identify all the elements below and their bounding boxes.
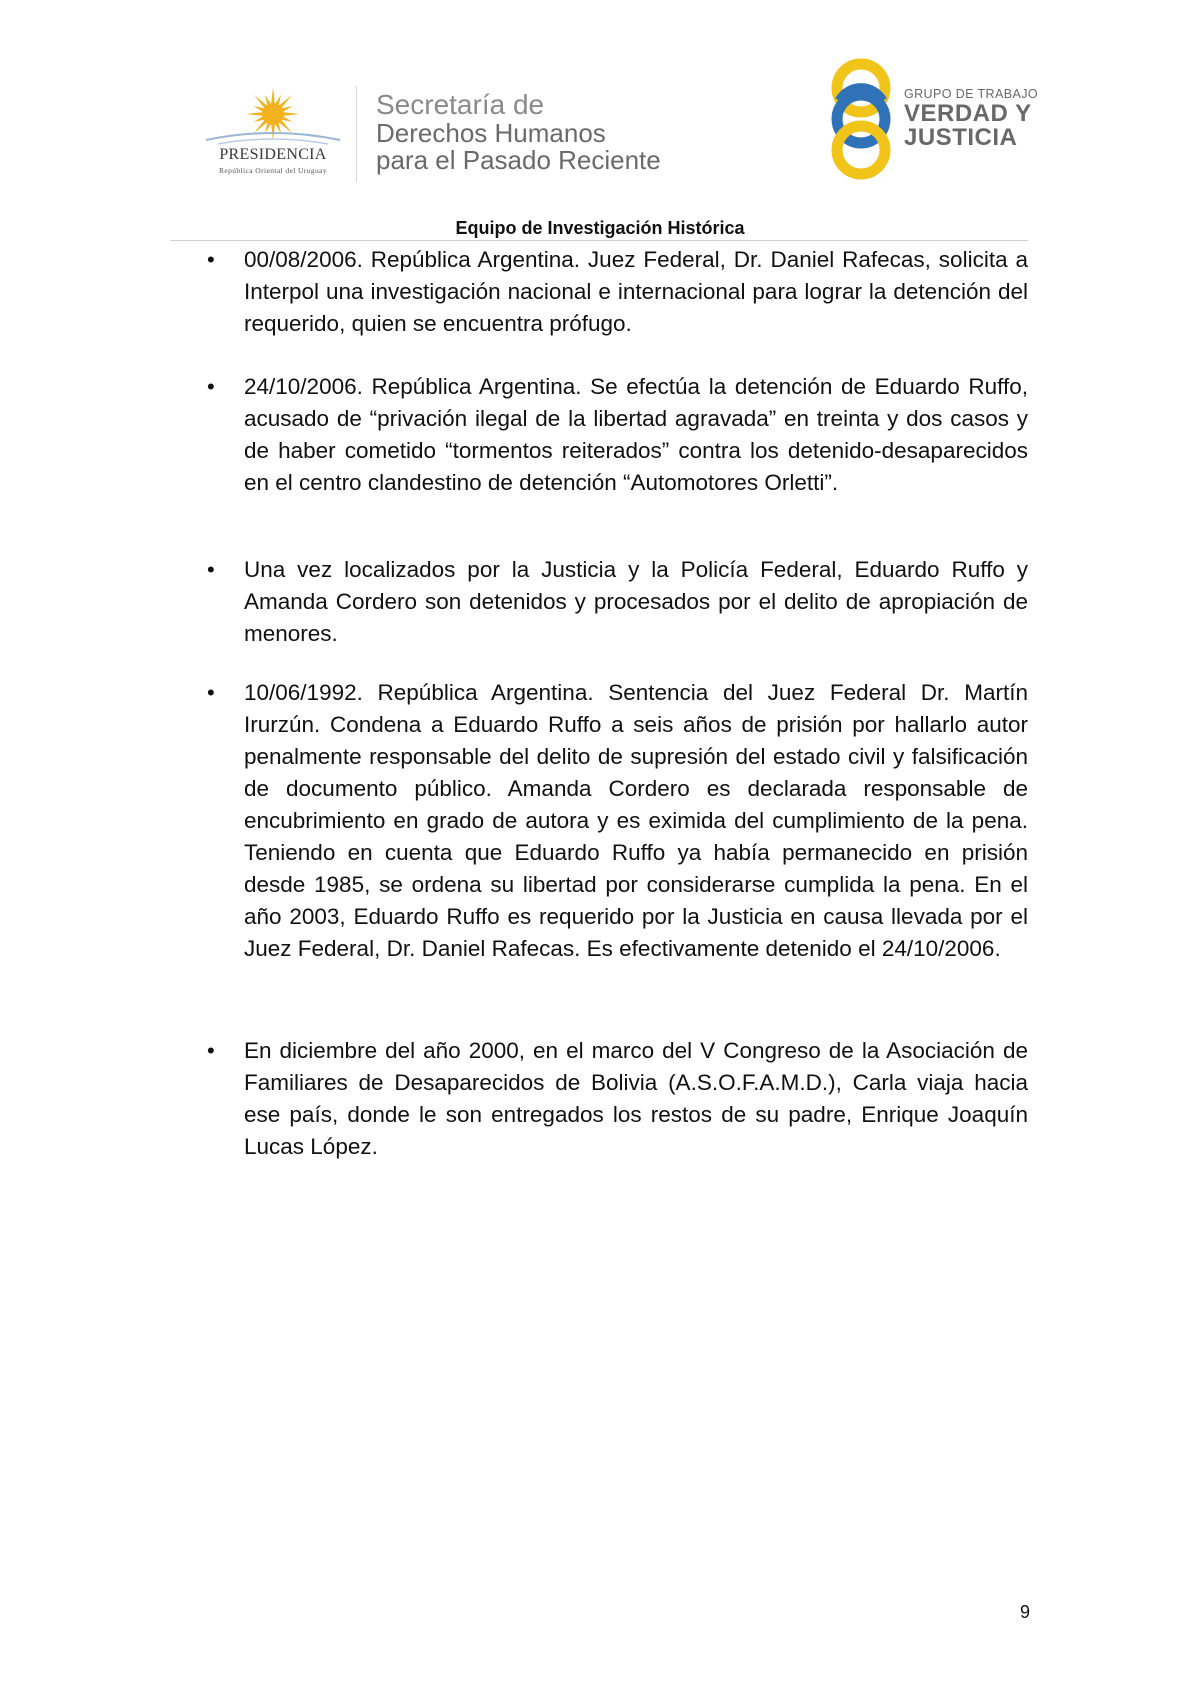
sun-ray [254,95,267,108]
sun-ray [276,123,281,133]
sun-ray [254,120,267,133]
sun-ray [279,120,292,133]
bullet-icon: • [207,247,215,272]
bullet-icon: • [207,374,215,399]
bullet-icon: • [207,557,215,582]
header-rule [170,240,1028,241]
bullet-icon: • [207,680,215,705]
sun-ray [284,112,300,116]
grupo-label: GRUPO DE TRABAJO [904,87,1038,101]
bullet-icon: • [207,1038,215,1063]
presidencia-label: PRESIDENCIA [219,146,327,163]
page-header [0,0,1191,240]
list-item-text: Una vez localizados por la Justicia y la Policía Federal, Eduardo Ruffo y Amanda Cordero son detenidos y procesados por el delito de apropiación de menores. [244,557,1028,646]
verdad-label: VERDAD Y [904,100,1032,127]
list-item-text: 00/08/2006. República Argentina. Juez Federal, Dr. Daniel Rafecas, solicita a Interpol una investigación nacional e internacional para lograr la detención del requerido, quien se encuentra prófugo. [244,247,1028,336]
sun-ray [271,87,275,103]
sun-ray [265,95,270,105]
sun-ray [279,95,292,108]
sun-disc [262,103,284,125]
list-item-text: En diciembre del año 2000, en el marco del V Congreso de la Asociación de Familiares de Desaparecidos de Bolivia (A.S.O.F.A.M.D.), Carla viaja hacia ese país, donde le son entregados los restos de su padre, Enrique Joaquín Lucas López. [244,1038,1028,1159]
presidencia-subtitle: República Oriental del Uruguay [218,166,327,175]
list-item [207,1035,1028,1163]
secretaria-line-1: Secretaría de [376,89,545,120]
verdad-justicia-logo-text [904,86,1064,150]
sun-ray [282,117,292,122]
verdad-justicia-rings-logo [822,56,900,182]
header-divider [356,86,357,182]
list-item [207,371,1028,499]
sun-ray [282,106,292,111]
page-number: 9 [1019,1602,1030,1622]
sun-ray [254,117,264,122]
list-item-text: 24/10/2006. República Argentina. Se efectúa la detención de Eduardo Ruffo, acusado de “privación ilegal de la libertad agravada” en treinta y dos casos y de haber cometido “tormentos reiterados” contra los detenido-desaparecidos en el centro clandestino de detención “Automotores Orletti”. [244,374,1028,495]
secretaria-line-3: para el Pasado Reciente [376,145,661,175]
sun-ray [265,123,270,133]
justicia-label: JUSTICIA [904,124,1018,151]
list-item [207,244,1028,340]
secretaria-logo-text [376,90,736,174]
sun-ray [254,106,264,111]
team-heading: Equipo de Investigación Histórica [455,218,745,238]
sun-ray [246,112,262,116]
list-item [207,677,1028,965]
list-item [207,554,1028,650]
list-item-text: 10/06/1992. República Argentina. Sentencia del Juez Federal Dr. Martín Irurzún. Condena a Eduardo Ruffo a seis años de prisión por hallarlo autor penalmente responsable del delito de supresión del estado civil y falsificación de documento público. Amanda Cordero es declarada responsable de encubrimiento en grado de autora y es eximida del cumplimiento de la pena. Teniendo en cuenta que Eduardo Ruffo ya había permanecido en prisión desde 1985, se ordena su libertad por considerarse cumplida la pena. En el año 2003, Eduardo Ruffo es requerido por la Justicia en causa llevada por el Juez Federal, Dr. Daniel Rafecas. Es efectivamente detenido el 24/10/2006. [244,680,1028,961]
sun-ray [276,95,281,105]
secretaria-line-2: Derechos Humanos [376,118,606,148]
